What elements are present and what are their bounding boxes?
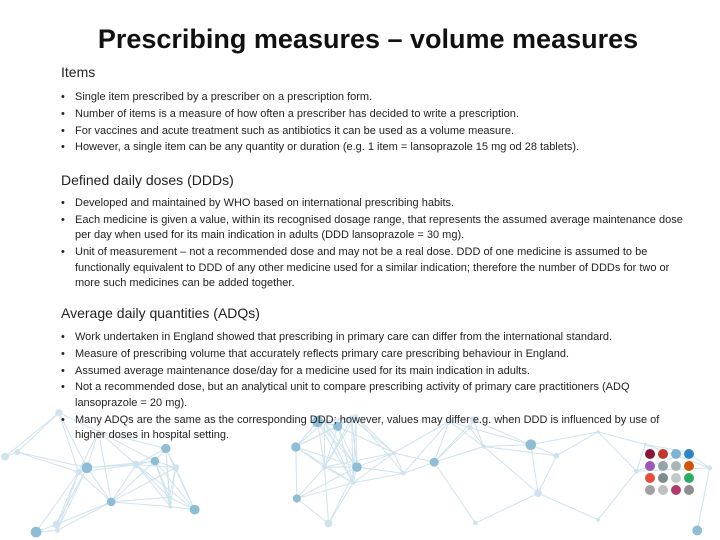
network-node	[534, 490, 541, 497]
network-link	[484, 447, 538, 494]
bullet-icon: •	[61, 213, 65, 226]
network-node	[1, 453, 9, 461]
network-node	[634, 469, 639, 474]
network-node	[14, 449, 20, 455]
bullet-text: Single item prescribed by a prescriber on a prescription form.	[75, 91, 373, 103]
section-ddd	[61, 172, 686, 293]
network-link	[475, 493, 538, 523]
logo-dot	[671, 485, 681, 495]
bullet-text: Work undertaken in England showed that prescribing in primary care can differ from the international standard.	[75, 331, 613, 343]
bullet-item	[61, 196, 686, 212]
logo-dot	[645, 485, 655, 495]
section-heading: Items	[61, 64, 96, 80]
bullet-text: Developed and maintained by WHO based on international prescribing habits.	[75, 197, 455, 209]
network-link	[434, 462, 475, 523]
bullet-list	[61, 90, 686, 156]
network-node	[293, 494, 301, 502]
network-node	[351, 481, 355, 485]
section-adq	[61, 305, 686, 445]
network-link	[111, 465, 136, 502]
bullet-text: Each medicine is given a value, within its recognised dosage range, that represents the assumed average maintenance dose per day when used for its main indication in adults (DDD lansoprazole = 30 mg).	[75, 213, 683, 242]
network-link	[111, 502, 170, 507]
logo-dot	[658, 449, 668, 459]
network-link	[357, 467, 404, 473]
logo-dot	[658, 461, 668, 471]
network-node	[167, 495, 171, 499]
logo-dot	[684, 473, 694, 483]
network-link	[296, 447, 325, 467]
network-link	[353, 473, 403, 483]
network-link	[297, 499, 329, 524]
bullet-icon: •	[61, 197, 65, 209]
bullet-text: Many ADQs are the same as the corresponding DDD; however, values may differ e.g. when DDD is influenced by use of higher doses in hospital setting.	[75, 413, 660, 442]
logo-dot	[658, 473, 668, 483]
network-link	[136, 465, 169, 498]
bullet-item	[61, 330, 686, 346]
bullet-icon: •	[61, 364, 65, 377]
logo-dot	[684, 449, 694, 459]
network-node	[190, 505, 200, 515]
network-node	[82, 462, 93, 473]
network-node	[707, 466, 712, 471]
logo-dot	[645, 449, 655, 459]
logo-dot-grid	[644, 448, 696, 496]
logo-dot	[684, 461, 694, 471]
bullet-icon: •	[61, 246, 65, 259]
network-node	[172, 464, 179, 471]
bullet-icon: •	[61, 381, 65, 394]
network-node	[554, 453, 560, 459]
bullet-text: Unit of measurement – not a recommended dose and may not be a real dose. DDD of one medicine is assumed to be functionally equivalent to DDD of any other medicine used for a similar indication; therefore the number of DDDs for two or more such medicines can be added together.	[75, 246, 670, 290]
network-node	[168, 505, 172, 509]
logo-dot	[645, 473, 655, 483]
network-link	[17, 452, 78, 472]
bullet-item	[61, 213, 686, 244]
bullet-icon: •	[61, 141, 65, 154]
bullet-icon: •	[61, 91, 65, 103]
network-link	[538, 456, 556, 494]
bullet-item	[61, 380, 686, 411]
bullet-text: For vaccines and acute treatment such as antibiotics it can be used as a volume measure.	[75, 124, 515, 137]
bullet-item	[61, 245, 686, 292]
logo-dot	[671, 473, 681, 483]
bullet-item	[61, 124, 686, 140]
network-link	[296, 447, 297, 499]
network-node	[151, 457, 159, 465]
bullet-text: Number of items is a measure of how often a prescriber has decided to write a prescription.	[75, 107, 519, 120]
bullet-item	[61, 364, 686, 380]
bullet-list	[61, 330, 686, 444]
logo-dot	[671, 449, 681, 459]
bullet-icon: •	[61, 413, 65, 426]
logo-dot	[671, 461, 681, 471]
bullet-text: Assumed average maintenance dose/day for a medicine used for its main indication in adults.	[75, 364, 530, 377]
network-node	[53, 520, 61, 528]
network-node	[692, 526, 702, 536]
bullet-icon: •	[61, 107, 65, 120]
network-link	[325, 467, 329, 523]
network-node	[392, 451, 396, 455]
network-node	[596, 518, 600, 522]
bullet-text: Measure of prescribing volume that accurately reflects primary care prescribing behaviour in England.	[75, 347, 570, 360]
network-link	[57, 502, 111, 530]
bullet-item	[61, 413, 686, 444]
bullet-text: However, a single item can be any quantity or duration (e.g. 1 item = lansoprazole 15 mg od 28 tablets).	[75, 141, 580, 154]
network-link	[87, 468, 111, 502]
bullet-item	[61, 140, 686, 156]
section-items	[61, 64, 686, 157]
network-node	[161, 444, 170, 453]
network-node	[75, 469, 81, 475]
bullet-item	[61, 107, 686, 123]
bullet-text: Not a recommended dose, but an analytical unit to compare prescribing activity of primary care practitioners (ADQ lansoprazole = 20 mg).	[75, 381, 630, 409]
network-link	[111, 497, 169, 502]
slide-title: Prescribing measures – volume measures	[97, 24, 639, 54]
network-link	[5, 413, 59, 457]
network-link	[57, 468, 87, 531]
logo-dot	[658, 485, 668, 495]
bullet-item	[61, 347, 686, 363]
bullet-icon: •	[61, 347, 65, 360]
bullet-item	[61, 90, 686, 106]
network-node	[352, 462, 362, 472]
network-link	[297, 467, 325, 498]
network-node	[325, 520, 333, 528]
network-link	[136, 465, 194, 510]
network-node	[473, 521, 478, 526]
network-link	[531, 445, 538, 494]
network-node	[430, 458, 439, 467]
network-node	[401, 471, 405, 475]
section-heading: Defined daily doses (DDDs)	[61, 172, 234, 188]
logo-dot	[684, 485, 694, 495]
logo-dot	[645, 461, 655, 471]
network-node	[107, 498, 116, 507]
bullet-list	[61, 196, 686, 292]
network-link	[17, 413, 59, 452]
section-heading: Average daily quantities (ADQs)	[61, 305, 260, 321]
network-link	[538, 493, 598, 519]
network-link	[329, 467, 357, 523]
bullet-icon: •	[61, 331, 65, 343]
network-node	[55, 528, 60, 533]
network-link	[697, 468, 709, 531]
network-link	[598, 471, 636, 519]
network-node	[132, 461, 139, 468]
network-link	[57, 472, 78, 530]
bullet-icon: •	[61, 124, 65, 137]
network-node	[322, 465, 327, 470]
network-node	[31, 527, 42, 538]
network-link	[357, 453, 394, 467]
